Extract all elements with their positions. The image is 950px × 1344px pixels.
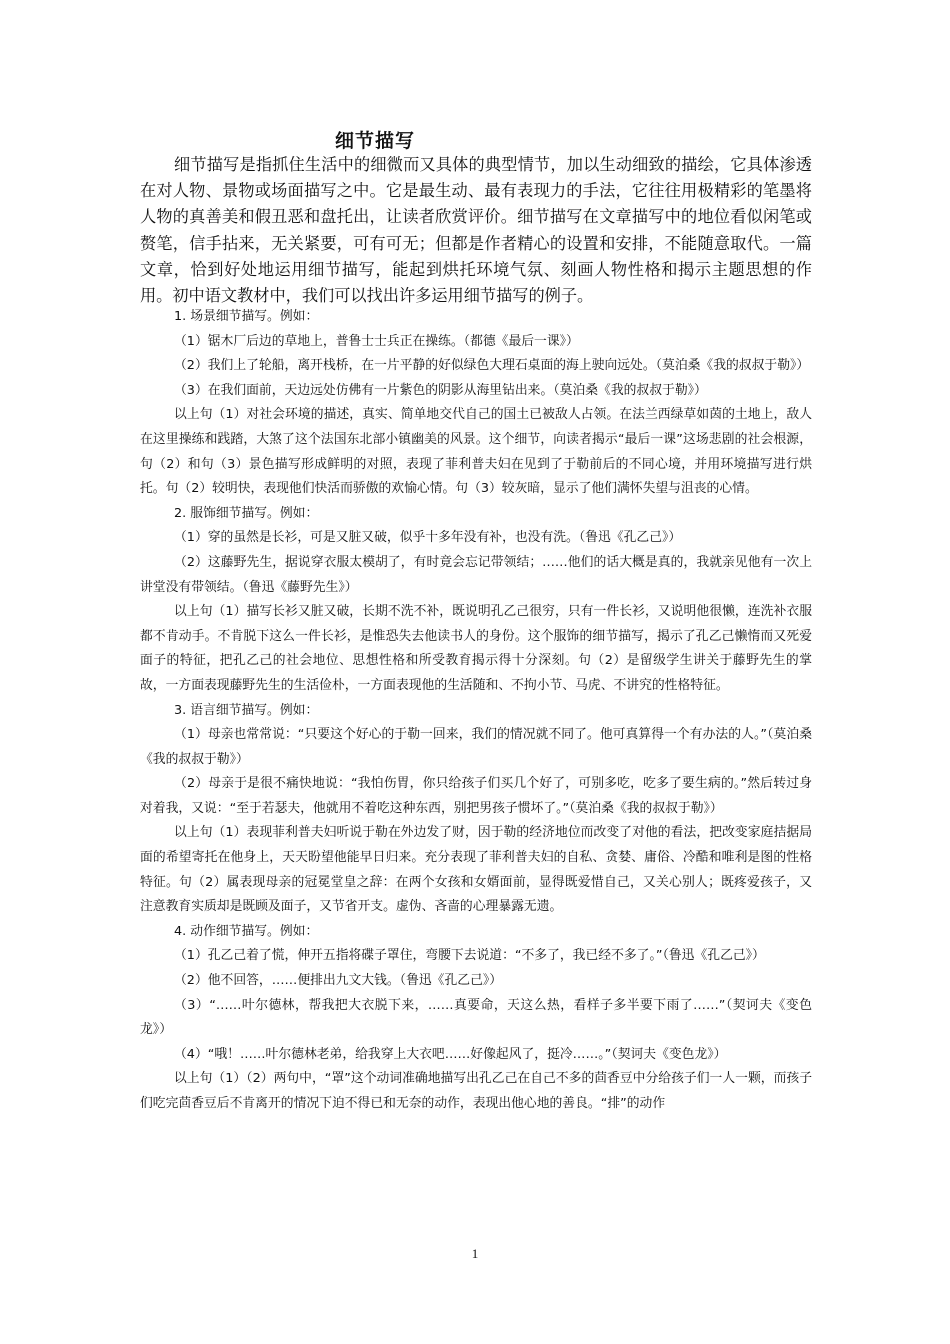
example-item: （2）这藤野先生，据说穿衣服太模胡了，有时竟会忘记带领结；……他们的话大概是真的，我就亲见他有一次上讲堂没有带领结。（鲁迅《藤野先生》） [140, 554, 812, 595]
analysis-paragraph: 以上句（1）表现菲利普夫妇听说于勒在外边发了财，因于勒的经济地位而改变了对他的看法，把改变家庭拮据局面的希望寄托在他身上，天天盼望他能早日归来。充分表现了菲利普夫妇的自私、贪婪、庸俗、冷酷和唯利是图的性格特征。句（2）属表现母亲的冠冕堂皇之辞：在两个女孩和女婿面前，显得既爱惜自己，又关心别人；既疼爱孩子，又注意教育实质却是既顾及面子，又节省开支。虚伪、吝啬的心理暴露无遗。 [140, 825, 812, 915]
example-item: （1）锯木厂后边的草地上，普鲁士士兵正在操练。（都德《最后一课》） [174, 333, 579, 349]
page-number: 1 [471, 1246, 479, 1261]
section-heading: 3. 语言细节描写。例如： [174, 702, 319, 718]
example-item: （3）“……叶尔德林，帮我把大衣脱下来，……真要命，天这么热，看样子多半要下雨了……”（契诃夫《变色龙》） [140, 997, 812, 1038]
example-item: （2）母亲于是很不痛快地说：“我怕伤胃，你只给孩子们买几个好了，可别多吃，吃多了要生病的。”然后转过身对着我，又说：“至于若瑟夫，他就用不着吃这种东西，别把男孩子惯坏了。”（莫泊桑《我的叔叔于勒》） [140, 776, 812, 816]
example-item: （1）母亲也常常说：“只要这个好心的于勒一回来，我们的情况就不同了。他可真算得一个有办法的人。”（莫泊桑《我的叔叔于勒》） [140, 727, 812, 767]
intro-paragraph: 细节描写是指抓住生活中的细微而又具体的典型情节，加以生动细致的描绘，它具体渗透在对人物、景物或场面描写之中。它是最生动、最有表现力的手法，它往往用极精彩的笔墨将人物的真善美和假丑恶和盘托出，让读者欣赏评价。细节描写在文章描写中的地位看似闲笔或赘笔，信手拈来，无关紧要，可有可无；但都是作者精心的设置和安排，不能随意取代。一篇文章，恰到好处地运用细节描写，能起到烘托环境气氛、刻画人物性格和揭示主题思想的作用。初中语文教材中，我们可以找出许多运用细节描写的例子。 [140, 155, 812, 306]
example-item: （2）我们上了轮船，离开栈桥，在一片平静的好似绿色大理石桌面的海上驶向远处。（莫泊桑《我的叔叔于勒》） [174, 358, 810, 374]
page-title: 细节描写 [335, 130, 416, 152]
section-heading: 1. 场景细节描写。例如： [174, 309, 319, 324]
section-heading: 4. 动作细节描写。例如： [174, 923, 319, 939]
example-item: （4）“哦！……叶尔德林老弟，给我穿上大衣吧……好像起风了，挺冷……。”（契诃夫《变色龙》） [174, 1046, 727, 1062]
example-item: （1）穿的虽然是长衫，可是又脏又破，似乎十多年没有补，也没有洗。（鲁迅《孔乙己》） [174, 530, 682, 546]
section-heading: 2. 服饰细节描写。例如： [174, 505, 319, 521]
analysis-paragraph: 以上句（1）描写长衫又脏又破，长期不洗不补，既说明孔乙己很穷，只有一件长衫，又说明他很懒，连洗补衣服都不肯动手。不肯脱下这么一件长衫，是惟恐失去他读书人的身份。这个服饰的细节描写，揭示了孔乙己懒惰而又死爱面子的特征，把孔乙己的社会地位、思想性格和所受教育揭示得十分深刻。句（2）是留级学生讲关于藤野先生的掌故，一方面表现藤野先生的生活俭朴，一方面表现他的生活随和、不拘小节、马虎、不讲究的性格特征。 [140, 604, 812, 693]
analysis-paragraph: 以上句（1）对社会环境的描述，真实、简单地交代自己的国土已被敌人占领。在法兰西绿草如茵的土地上，敌人在这里操练和践踏，大煞了这个法国东北部小镇幽美的风景。这个细节，向读者揭示“最后一课”这场悲剧的社会根源，句（2）和句（3）景色描写形成鲜明的对照，表现了菲利普夫妇在见到了于勒前后的不同心境，并用环境描写进行烘托。句（2）较明快，表现他们快活而骄傲的欢愉心情。句（3）较灰暗，显示了他们满怀失望与沮丧的心情。 [140, 407, 812, 497]
example-item: （2）他不回答，……便排出九文大钱。（鲁迅《孔乙己》） [174, 973, 503, 989]
body-text [140, 305, 812, 1117]
example-item: （1）孔乙己着了慌，伸开五指将碟子罩住，弯腰下去说道：“不多了，我已经不多了。”（鲁迅《孔乙己》） [174, 948, 765, 964]
analysis-paragraph: 以上句（1）（2）两句中，“罩”这个动词准确地描写出孔乙己在自己不多的茴香豆中分给孩子们一人一颗，而孩子们吃完茴香豆后不肯离开的情况下迫不得已和无奈的动作，表现出他心地的善良。“排”的动作 [140, 1071, 812, 1111]
example-item: （3）在我们面前，天边远处仿佛有一片紫色的阴影从海里钻出来。（莫泊桑《我的叔叔于勒》） [174, 382, 707, 398]
